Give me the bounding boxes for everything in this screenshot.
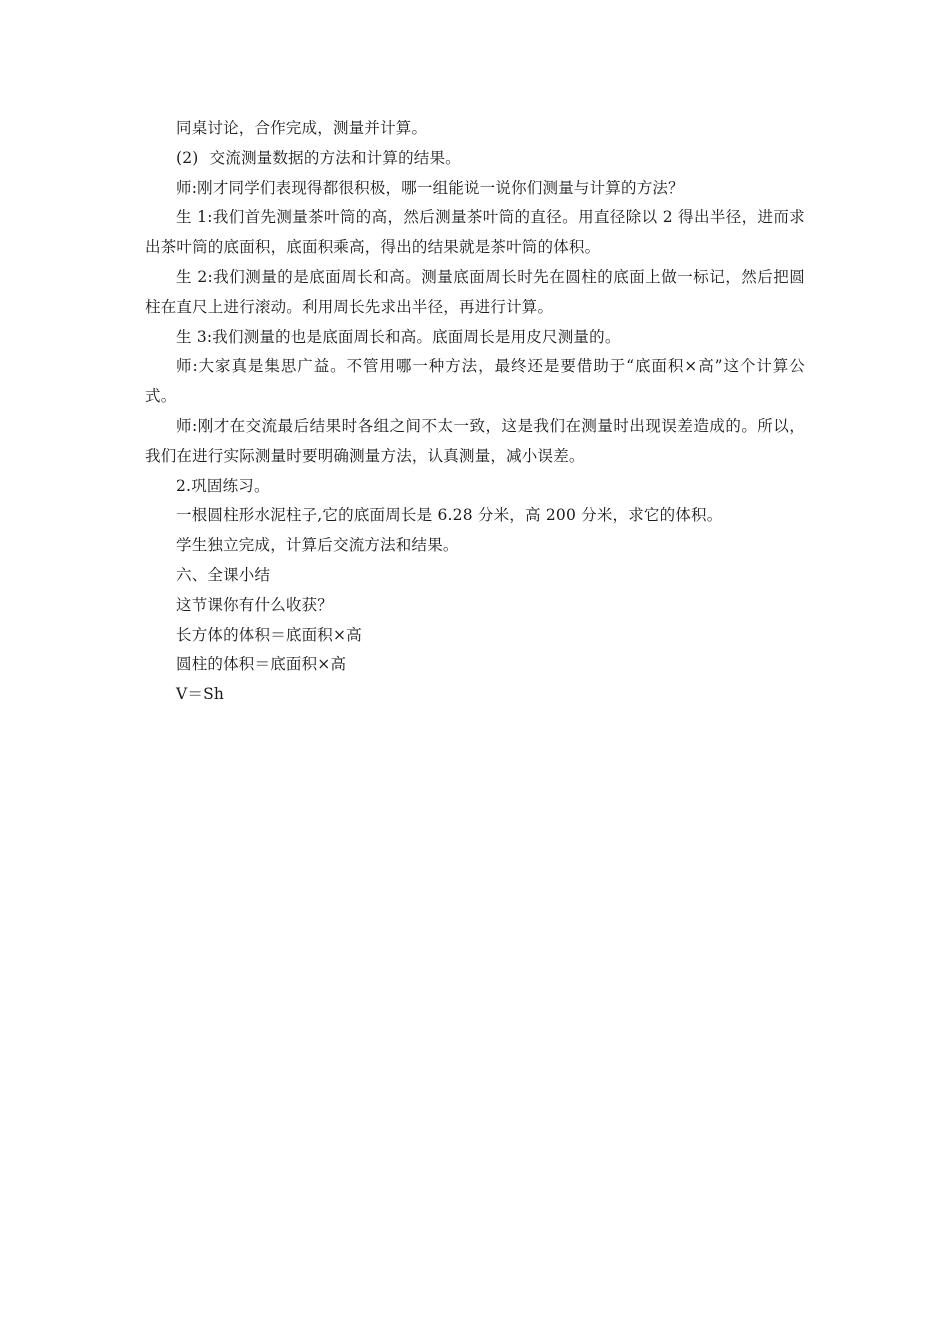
paragraph-student-3: 生 3:我们测量的也是底面周长和高。底面周长是用皮尺测量的。 [176,327,621,346]
paragraph-student-1: 生 1:我们首先测量茶叶筒的高，然后测量茶叶筒的直径。用直径除以 2 得出半径，进而求出茶叶筒的底面积，底面积乘高，得出的结果就是茶叶筒的体积。 [145,208,805,257]
document-body [145,114,805,710]
paragraph-desk-discussion: 同桌讨论，合作完成，测量并计算。 [176,119,428,137]
paragraph-step-2: (2) 交流测量数据的方法和计算的结果。 [176,148,461,167]
paragraph-teacher-formula: 师:大家真是集思广益。不管用哪一种方法，最终还是要借助于“底面积×高”这个计算公式。 [145,357,805,406]
paragraph-practice-heading: 2.巩固练习。 [176,476,270,495]
paragraph-independent-work: 学生独立完成，计算后交流方法和结果。 [176,536,459,555]
paragraph-cuboid-volume: 长方体的体积＝底面积×高 [176,625,362,644]
paragraph-formula: V＝Sh [176,685,225,704]
paragraph-teacher-question: 师:刚才同学们表现得都很积极，哪一组能说一说你们测量与计算的方法？ [176,178,684,197]
paragraph-summary-question: 这节课你有什么收获？ [176,595,334,614]
paragraph-cylinder-volume: 圆柱的体积＝底面积×高 [176,655,347,674]
paragraph-summary-heading: 六、全课小结 [176,565,271,584]
paragraph-practice-problem: 一根圆柱形水泥柱子,它的底面周长是 6.28 分米，高 200 分米，求它的体积。 [176,506,723,525]
paragraph-teacher-error: 师:刚才在交流最后结果时各组之间不太一致，这是我们在测量时出现误差造成的。所以，我们在进行实际测量时要明确测量方法，认真测量，减小误差。 [145,416,805,465]
paragraph-student-2: 生 2:我们测量的是底面周长和高。测量底面周长时先在圆柱的底面上做一标记，然后把圆柱在直尺上进行滚动。利用周长先求出半径，再进行计算。 [145,267,805,316]
